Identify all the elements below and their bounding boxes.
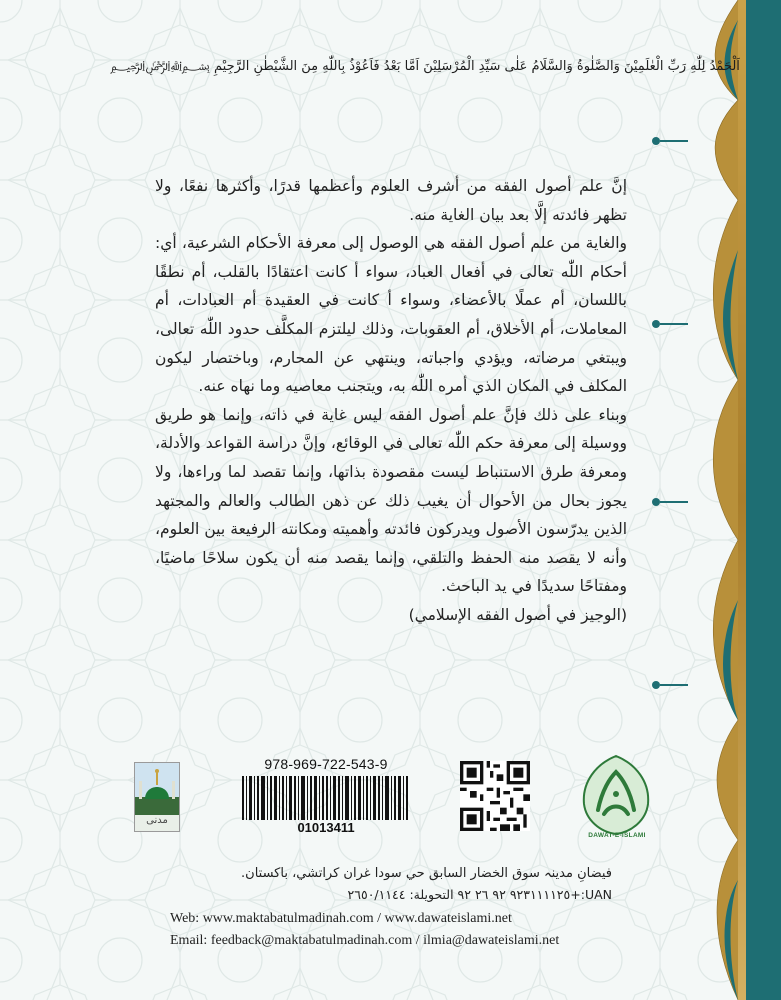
paragraph-source: (الوجيز في أصول الفقه الإسلامي) bbox=[408, 605, 627, 624]
dawat-e-islami-label: DAWAT-E-ISLAMI bbox=[588, 832, 646, 839]
dot-marker bbox=[652, 137, 660, 145]
paragraph: والغاية من علم أصول الفقه هي الوصول إلى معرفة الأحكام الشرعية، أي: أحكام اللّٰه تعالى في أفعال العباد، سواء أ كانت اعتقادًا بالقلب، أم نطقًا باللسان، أم عملًا بالأعضاء، وسواء أ كانت في العقيدة أم العبادات، أم المعاملات، أم الأخلاق، أم العقوبات، وذلك ليلتزم المكلَّف حدود اللّٰه تعالى، ويبتغي مرضاته، ويؤدي واجباته، وينتهي عن المحارم، وباختصار ليكون المكلف في المكان الذي أمره اللّٰه به، ويتجنب معاصيه وما نهاه عنه. bbox=[155, 234, 627, 396]
publisher-address: فیضانِ مدینہ سوق الخضار السابق حي سودا غران کراتشي، باکستان. bbox=[241, 866, 612, 881]
barcode-bars-icon bbox=[242, 776, 410, 820]
dawat-e-islami-logo bbox=[576, 754, 656, 836]
isbn-number: 978-969-722-543-9 bbox=[264, 756, 388, 772]
publisher-logo bbox=[134, 762, 180, 832]
dot-marker bbox=[652, 498, 660, 506]
paragraph: إنَّ علم أصول الفقه من أشرف العلوم وأعظمها قدرًا، وأكثرها نفعًا، ولا تظهر فائدته إلَّا بعد بيان الغاية منه. bbox=[155, 177, 627, 224]
publisher-phone: UAN:+٩٢٣١١١١٢٥ ٩٢ ٢٦ ٩٢ التحويلة: ٢٦٥٠/١١٤٤ bbox=[347, 887, 612, 902]
body-text bbox=[155, 172, 627, 630]
email-links: Email: feedback@maktabatulmadinah.com / ilmia@dawateislami.net bbox=[170, 933, 560, 948]
website-links: Web: www.maktabatulmadinah.com / www.dawateislami.net bbox=[170, 911, 512, 926]
publisher-logo-label: مدنی bbox=[146, 815, 168, 826]
barcode-number: 01013411 bbox=[297, 820, 355, 835]
bismillah-header: اَلْحَمْدُ لِلّٰهِ رَبِّ الْعٰلَمِيْنَ وَالصَّلٰوةُ وَالسَّلَامُ عَلٰى سَيِّدِ الْمُرْسَلِيْنَ اَمَّا بَعْدُ فَاَعُوْذُ بِاللّٰهِ مِنَ الشَّيْطٰنِ الرَّجِيْمِ ﷽ bbox=[110, 59, 740, 74]
side-ornament bbox=[690, 0, 750, 1000]
side-teal-band bbox=[746, 0, 781, 1000]
dot-marker bbox=[652, 681, 660, 689]
dot-marker bbox=[652, 320, 660, 328]
paragraph: وبناء على ذلك فإنَّ علم أصول الفقه ليس غاية في ذاته، وإنما هو طريق ووسيلة إلى معرفة حكم اللّٰه تعالى في الوقائع، وإنَّ دراسة القواعد والأدلة، ومعرفة طرق الاستنباط ليست مقصودة بذاتها، وإنما تقصد لما وراءها، ولا يجوز بحال من الأحوال أن يغيب ذلك عن ذهن الطالب والعالم والمجتهد الذين يدرّسون الأصول ويدركون فائدته وأهميته ومكانته الرفيعة بين العلوم، وأنه لا يقصد منه الحفظ والتلقي، وإنما يقصد منه أن يكون سلاحًا ماضيًا، ومفتاحًا سديدًا في يد الباحث. bbox=[155, 405, 627, 596]
qr-code-icon bbox=[460, 761, 530, 831]
barcode bbox=[236, 756, 416, 838]
